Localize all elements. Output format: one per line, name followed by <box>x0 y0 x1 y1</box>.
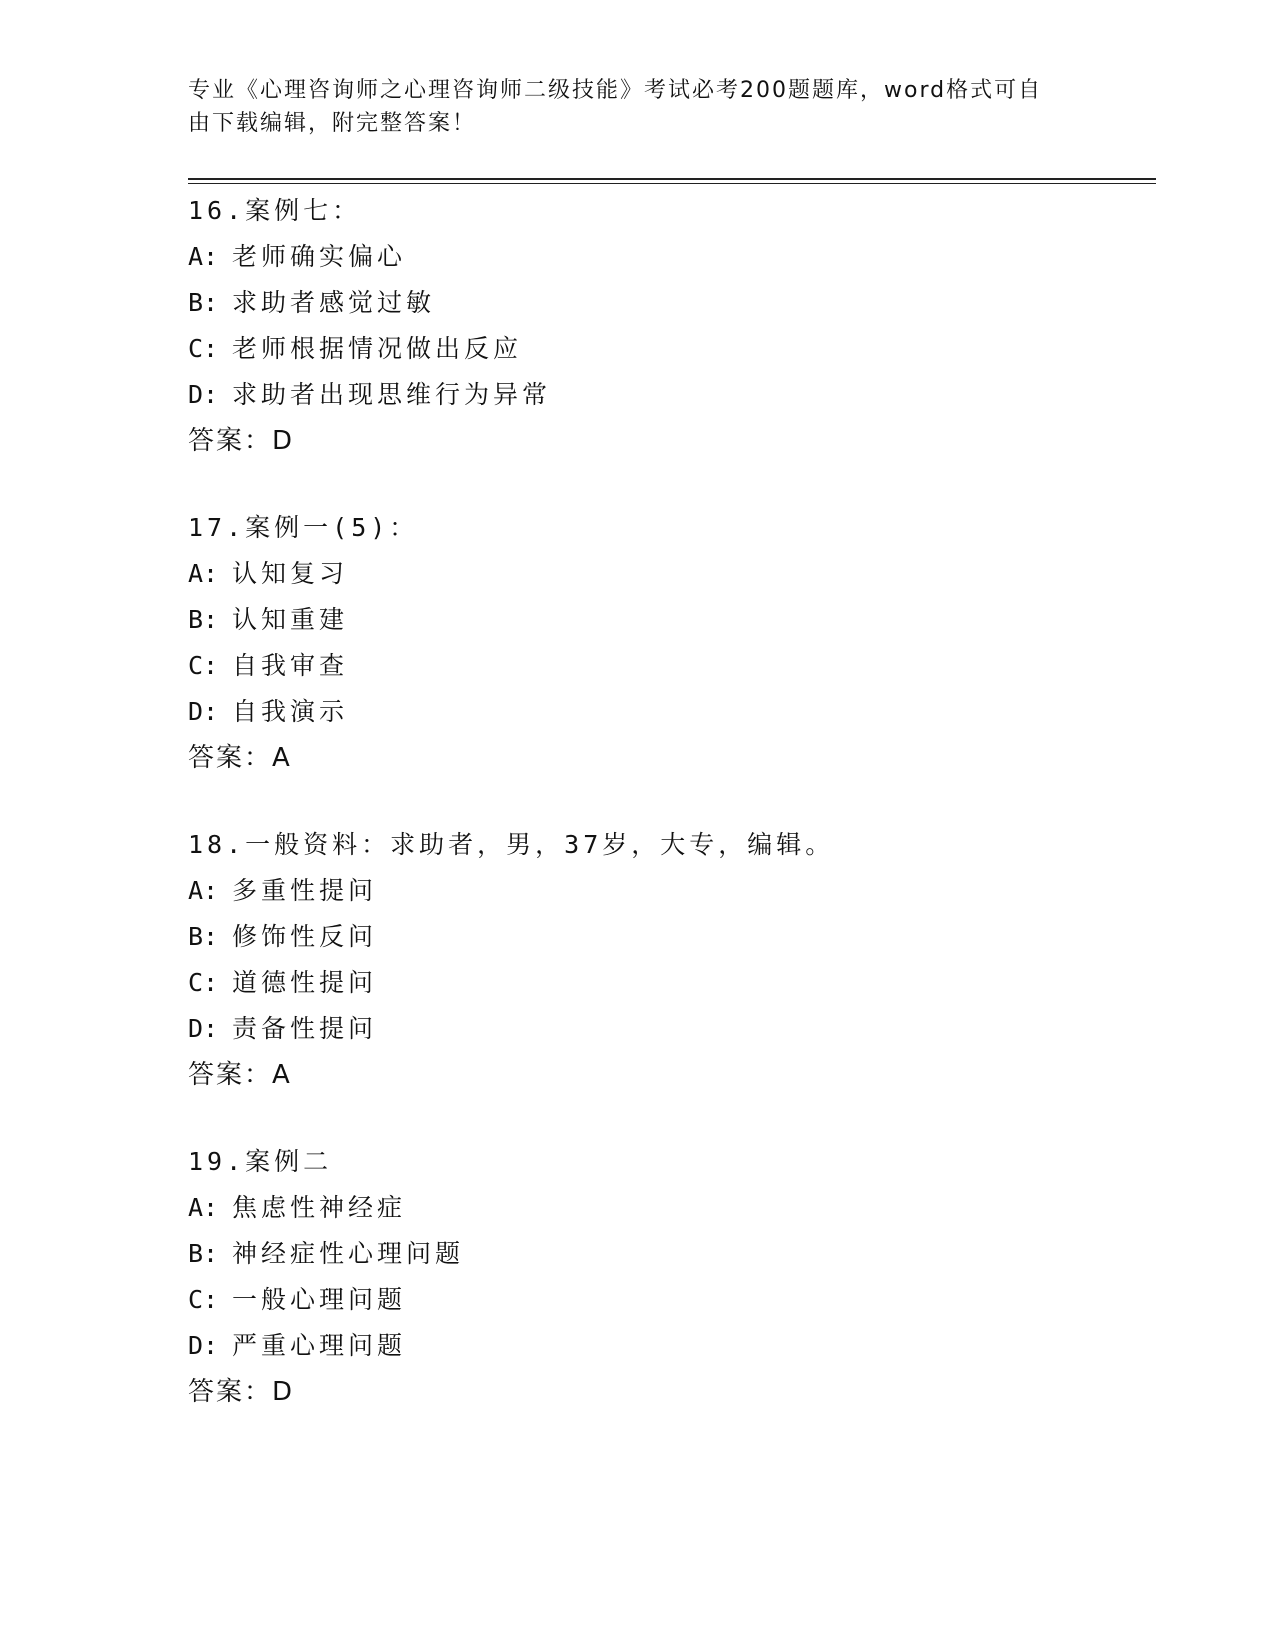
option-letter: A: <box>188 242 219 271</box>
option-letter: A: <box>188 559 219 588</box>
option-letter: D: <box>188 697 219 726</box>
header-divider-thick <box>188 178 1156 180</box>
option-text: 自我演示 <box>232 697 349 726</box>
option-text: 神经症性心理问题 <box>232 1239 465 1268</box>
option-letter: D: <box>188 1014 219 1043</box>
option-c <box>188 643 1156 689</box>
question-18 <box>188 822 1156 1098</box>
option-b <box>188 597 1156 643</box>
option-letter: A: <box>188 876 219 905</box>
option-text: 老师确实偏心 <box>232 242 407 271</box>
option-a <box>188 1185 1156 1231</box>
answer-line: 答案：A <box>188 1060 292 1090</box>
option-c <box>188 326 1156 372</box>
question-list <box>188 188 1156 1456</box>
option-letter: C: <box>188 968 219 997</box>
answer-line: 答案：A <box>188 743 292 773</box>
option-text: 道德性提问 <box>232 968 378 997</box>
option-letter: B: <box>188 922 219 951</box>
question-stem: 16.案例七： <box>188 196 362 225</box>
option-letter: B: <box>188 1239 219 1268</box>
option-letter: A: <box>188 1193 219 1222</box>
option-text: 老师根据情况做出反应 <box>232 334 523 363</box>
option-text: 自我审查 <box>232 651 349 680</box>
option-d <box>188 1323 1156 1369</box>
option-letter: B: <box>188 288 219 317</box>
option-b <box>188 1231 1156 1277</box>
option-letter: C: <box>188 334 219 363</box>
option-letter: D: <box>188 380 219 409</box>
question-17 <box>188 505 1156 781</box>
option-d <box>188 372 1156 418</box>
option-text: 认知重建 <box>232 605 349 634</box>
option-b <box>188 914 1156 960</box>
option-text: 求助者感觉过敏 <box>232 288 436 317</box>
option-c <box>188 1277 1156 1323</box>
option-a <box>188 234 1156 280</box>
answer-line: 答案：D <box>188 426 295 456</box>
header-line-2: 由下载编辑，附完整答案！ <box>188 111 477 136</box>
answer-line: 答案：D <box>188 1377 295 1407</box>
option-a <box>188 868 1156 914</box>
question-stem: 18.一般资料：求助者，男，37岁，大专，编辑。 <box>188 830 835 859</box>
option-letter: C: <box>188 1285 219 1314</box>
option-b <box>188 280 1156 326</box>
option-text: 严重心理问题 <box>232 1331 407 1360</box>
question-stem: 19.案例二 <box>188 1147 333 1176</box>
option-d <box>188 689 1156 735</box>
question-16 <box>188 188 1156 464</box>
header-line-1: 专业《心理咨询师之心理咨询师二级技能》考试必考200题题库，word格式可自 <box>188 78 1043 103</box>
option-text: 多重性提问 <box>232 876 378 905</box>
option-text: 求助者出现思维行为异常 <box>232 380 552 409</box>
question-stem: 17.案例一(5)： <box>188 513 419 542</box>
option-text: 焦虑性神经症 <box>232 1193 407 1222</box>
option-a <box>188 551 1156 597</box>
option-letter: C: <box>188 651 219 680</box>
option-text: 一般心理问题 <box>232 1285 407 1314</box>
question-19 <box>188 1139 1156 1415</box>
option-letter: D: <box>188 1331 219 1360</box>
document-header <box>188 74 1088 140</box>
option-text: 认知复习 <box>232 559 349 588</box>
option-c <box>188 960 1156 1006</box>
option-text: 修饰性反问 <box>232 922 378 951</box>
header-divider-thin <box>188 183 1156 184</box>
option-d <box>188 1006 1156 1052</box>
option-text: 责备性提问 <box>232 1014 378 1043</box>
option-letter: B: <box>188 605 219 634</box>
